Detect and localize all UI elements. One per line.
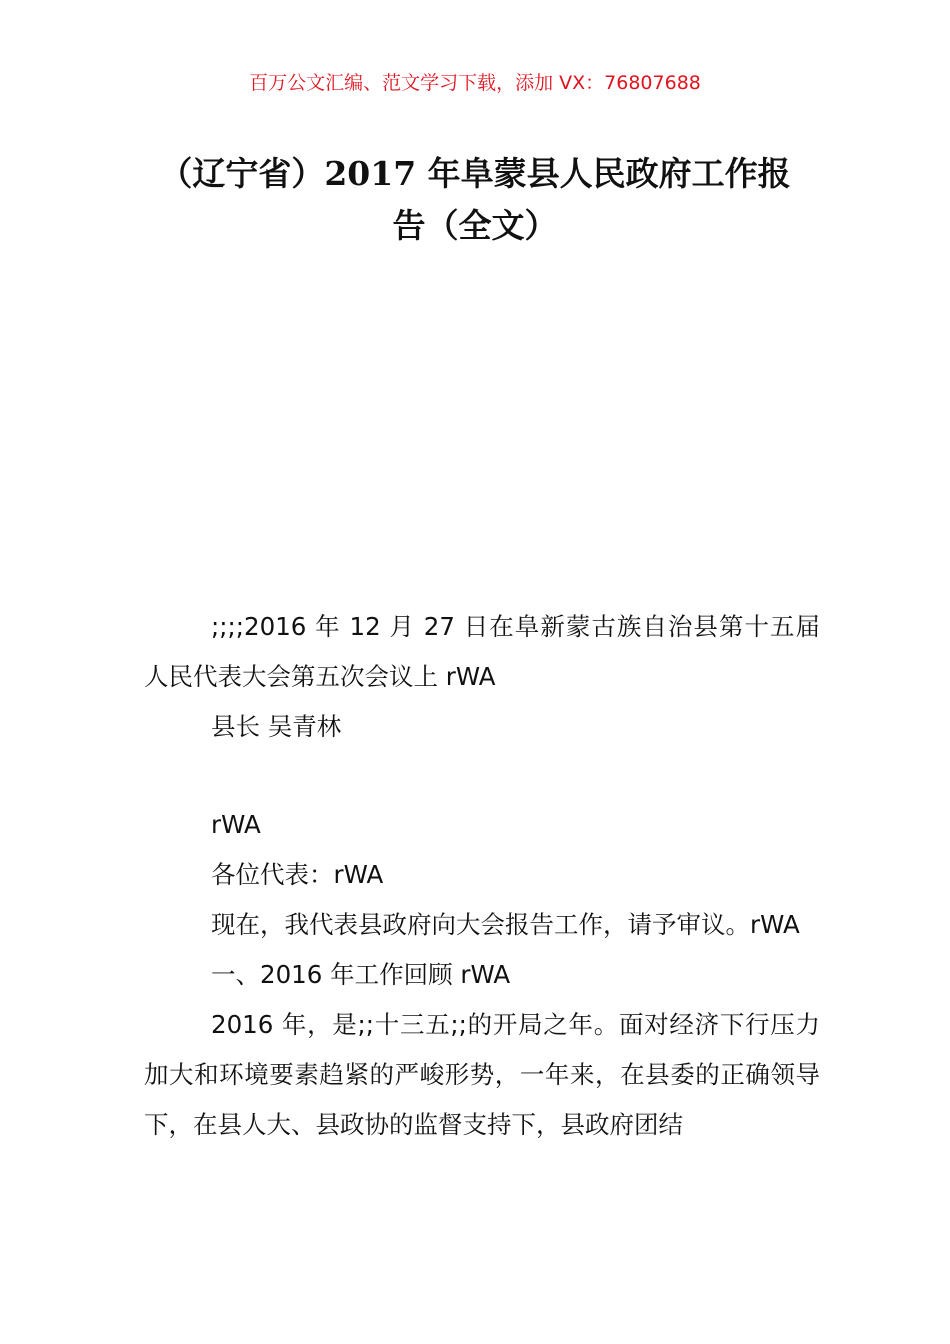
header-watermark-note: 百万公文汇编、范文学习下载，添加 VX：76807688 (249, 72, 701, 94)
paragraph-marker: rWA (211, 810, 261, 839)
paragraph-blank (144, 752, 820, 800)
paragraph-review: 2016 年，是;;十三五;;的开局之年。面对经济下行压力加大和环境要素趋紧的严峻形势，一年来，在县委的正确领导下，在县人大、县政协的监督支持下，县政府团结 (144, 1010, 820, 1139)
paragraph-intro: 现在，我代表县政府向大会报告工作，请予审议。rWA (211, 910, 800, 939)
paragraph-section-heading: 一、2016 年工作回顾 rWA (211, 960, 511, 989)
document-title-line-1: （辽宁省）2017 年阜蒙县人民政府工作报 (159, 154, 791, 193)
document-title-line-2: 告（全文） (392, 206, 558, 245)
document-title (130, 148, 820, 252)
paragraph-salutation: 各位代表：rWA (211, 860, 384, 889)
paragraph-speaker: 县长 吴青林 (211, 712, 342, 741)
document-body (144, 602, 820, 1150)
paragraph-meeting-info: ;;;;2016 年 12 月 27 日在阜新蒙古族自治县第十五届人民代表大会第五次会议上 rWA (144, 612, 820, 691)
